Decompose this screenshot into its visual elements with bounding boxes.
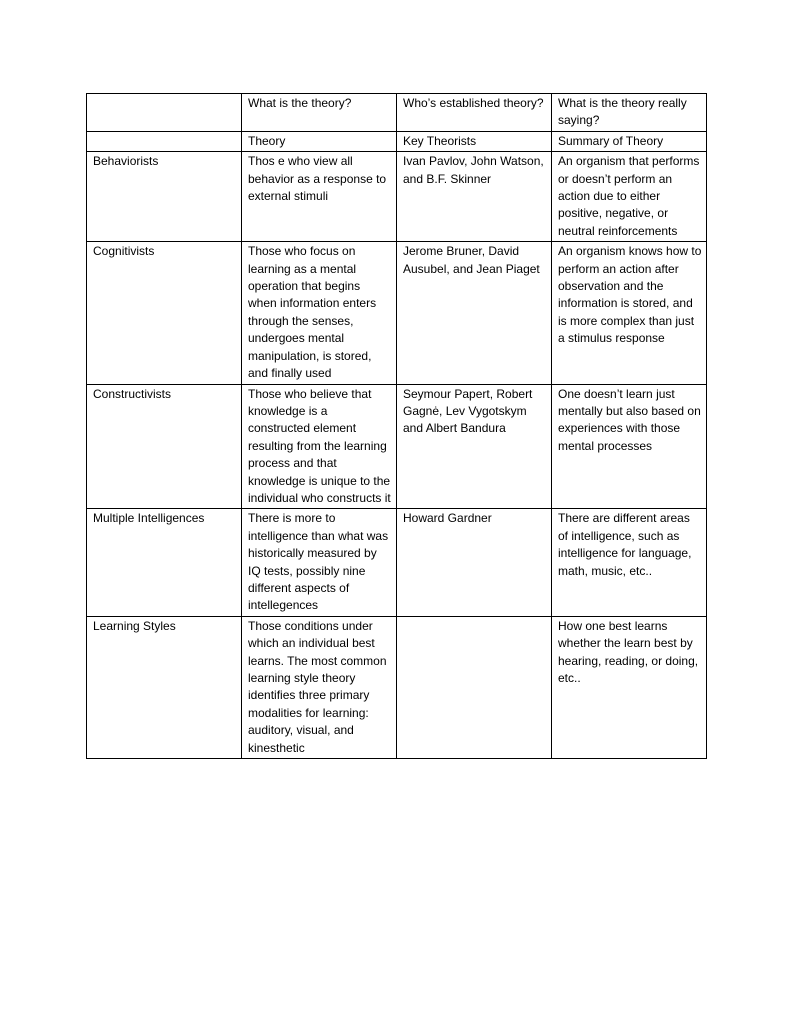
theorists-cell: Seymour Papert, Robert Gagnė, Lev Vygotskym and Albert Bandura (397, 384, 552, 509)
header-row (87, 94, 707, 132)
theory-cell: There is more to intelligence than what was historically measured by IQ tests, possibly nine different aspects of intellegences (242, 509, 397, 616)
theory-cell: Those conditions under which an individual best learns. The most common learning style theory identifies three primary modalities for learning: auditory, visual, and kinesthetic (242, 616, 397, 758)
row-name-cell: Cognitivists (87, 242, 242, 384)
row-name-cell: Constructivists (87, 384, 242, 509)
theory-cell: Thos e who view all behavior as a response to external stimuli (242, 152, 397, 242)
subheader-cell-summary: Summary of Theory (552, 131, 707, 151)
subheader-cell-empty (87, 131, 242, 151)
theory-cell: Those who believe that knowledge is a constructed element resulting from the learning process and that knowledge is unique to the individual who constructs it (242, 384, 397, 509)
header-cell-what-is-theory: What is the theory? (242, 94, 397, 132)
header-cell-empty (87, 94, 242, 132)
theorists-cell: Howard Gardner (397, 509, 552, 616)
subheader-cell-theory: Theory (242, 131, 397, 151)
header-cell-what-saying: What is the theory really saying? (552, 94, 707, 132)
summary-cell: One doesn’t learn just mentally but also based on experiences with those mental processes (552, 384, 707, 509)
subheader-row (87, 131, 707, 151)
theorists-cell (397, 616, 552, 758)
table-row (87, 616, 707, 758)
theorists-cell: Ivan Pavlov, John Watson, and B.F. Skinner (397, 152, 552, 242)
summary-cell: How one best learns whether the learn best by hearing, reading, or doing, etc.. (552, 616, 707, 758)
summary-cell: An organism knows how to perform an action after observation and the information is stored, and is more complex than just a stimulus response (552, 242, 707, 384)
theory-cell: Those who focus on learning as a mental operation that begins when information enters through the senses, undergoes mental manipulation, is stored, and finally used (242, 242, 397, 384)
row-name-cell: Learning Styles (87, 616, 242, 758)
table-row (87, 384, 707, 509)
table-row (87, 242, 707, 384)
header-cell-who-established: Who’s established theory? (397, 94, 552, 132)
row-name-cell: Behaviorists (87, 152, 242, 242)
table-row (87, 509, 707, 616)
learning-theories-table (86, 93, 707, 759)
table-row (87, 152, 707, 242)
subheader-cell-key-theorists: Key Theorists (397, 131, 552, 151)
row-name-cell: Multiple Intelligences (87, 509, 242, 616)
summary-cell: An organism that performs or doesn’t perform an action due to either positive, negative, or neutral reinforcements (552, 152, 707, 242)
theorists-cell: Jerome Bruner, David Ausubel, and Jean Piaget (397, 242, 552, 384)
summary-cell: There are different areas of intelligence, such as intelligence for language, math, music, etc.. (552, 509, 707, 616)
